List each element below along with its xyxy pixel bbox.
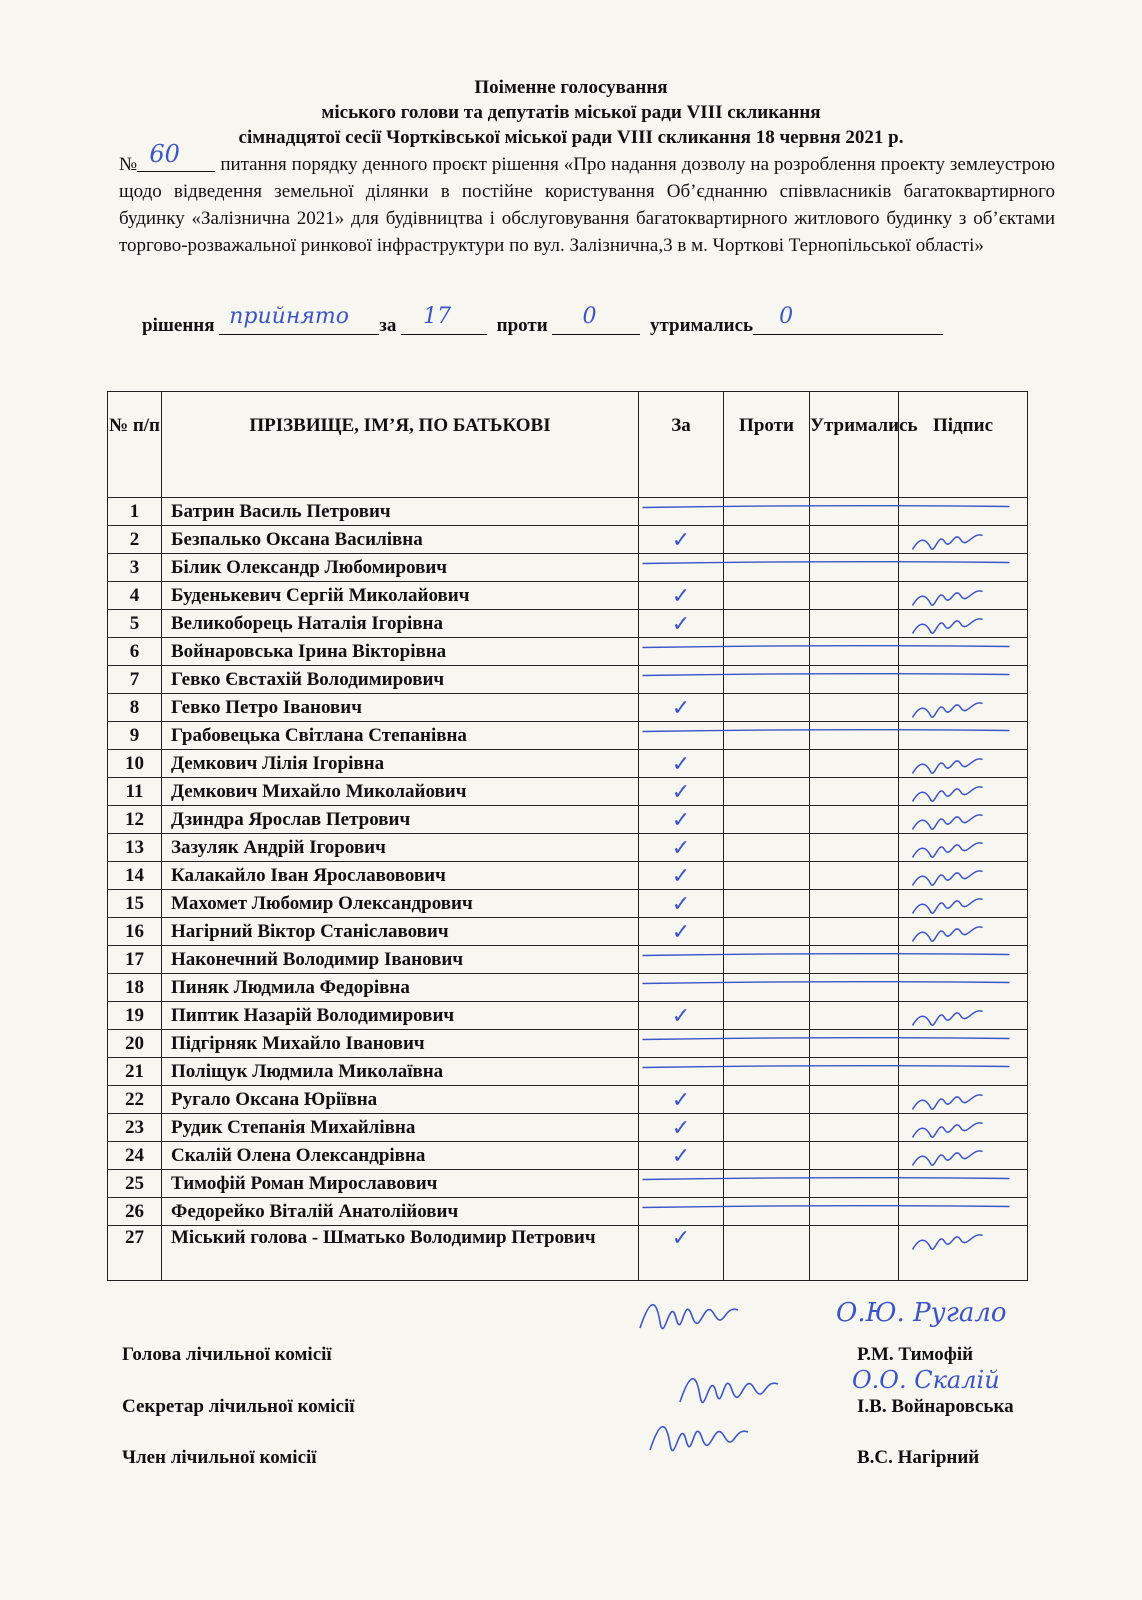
row-signature	[899, 582, 1028, 610]
row-vote-abstained	[810, 498, 899, 526]
row-name: Батрин Василь Петрович	[162, 498, 639, 526]
table-row	[108, 750, 1028, 778]
row-number: 1	[108, 498, 162, 526]
row-number: 23	[108, 1114, 162, 1142]
commission-name-1: Р.М. Тимофій	[857, 1344, 974, 1365]
row-signature	[899, 890, 1028, 918]
row-name: Демкович Михайло Миколайович	[162, 778, 639, 806]
row-vote-abstained	[810, 526, 899, 554]
row-number: 4	[108, 582, 162, 610]
row-vote-abstained	[810, 1198, 899, 1226]
row-signature	[899, 862, 1028, 890]
row-number: 21	[108, 1058, 162, 1086]
row-vote-abstained	[810, 862, 899, 890]
header-against: Проти	[724, 392, 810, 498]
row-vote-abstained	[810, 1226, 899, 1281]
row-number: 9	[108, 722, 162, 750]
row-vote-against	[724, 974, 810, 1002]
row-signature	[899, 554, 1028, 582]
row-vote-against	[724, 1142, 810, 1170]
against-label: проти	[496, 315, 548, 336]
row-vote-for: ✓	[639, 778, 724, 806]
question-number-prefix: №	[119, 154, 138, 175]
row-vote-against	[724, 1198, 810, 1226]
title-line-2: міського голови та депутатів міської ради VIII скликання	[321, 102, 821, 123]
table-row	[108, 806, 1028, 834]
row-vote-abstained	[810, 610, 899, 638]
row-number: 22	[108, 1086, 162, 1114]
row-signature	[899, 750, 1028, 778]
row-vote-for: ✓	[639, 834, 724, 862]
row-signature	[899, 526, 1028, 554]
row-signature	[899, 638, 1028, 666]
commission-role-3: Член лічильної комісії	[122, 1447, 317, 1468]
row-name: Білик Олександр Любомирович	[162, 554, 639, 582]
commission-name-3: В.С. Нагірний	[857, 1447, 980, 1468]
row-vote-against	[724, 1114, 810, 1142]
row-vote-abstained	[810, 834, 899, 862]
row-vote-for	[639, 722, 724, 750]
row-number: 5	[108, 610, 162, 638]
table-row	[108, 554, 1028, 582]
row-signature	[899, 1086, 1028, 1114]
row-number: 16	[108, 918, 162, 946]
abstained-count-field	[753, 304, 943, 335]
question-number-field	[137, 140, 215, 172]
row-vote-for	[639, 666, 724, 694]
table-row	[108, 1030, 1028, 1058]
row-vote-against	[724, 1226, 810, 1281]
row-signature	[899, 974, 1028, 1002]
row-vote-against	[724, 582, 810, 610]
row-vote-against	[724, 666, 810, 694]
row-vote-for: ✓	[639, 1114, 724, 1142]
row-vote-against	[724, 1002, 810, 1030]
table-row	[108, 1170, 1028, 1198]
header-name: ПРІЗВИЩЕ, ІМ’Я, ПО БАТЬКОВІ	[162, 392, 639, 498]
row-signature	[899, 1170, 1028, 1198]
row-vote-abstained	[810, 1058, 899, 1086]
decision-line	[142, 304, 1062, 337]
header-signature: Підпис	[899, 392, 1028, 498]
table-row	[108, 918, 1028, 946]
row-vote-for	[639, 638, 724, 666]
table-row	[108, 946, 1028, 974]
abstained-count-value: 0	[779, 304, 794, 329]
row-vote-against	[724, 890, 810, 918]
title-line-3: сімнадцятої сесії Чортківської міської ради VIII скликання 18 червня 2021 р.	[238, 127, 904, 148]
row-number: 7	[108, 666, 162, 694]
row-number: 19	[108, 1002, 162, 1030]
row-signature	[899, 1198, 1028, 1226]
row-vote-abstained	[810, 1030, 899, 1058]
row-vote-against	[724, 1058, 810, 1086]
row-vote-abstained	[810, 1170, 899, 1198]
row-vote-against	[724, 694, 810, 722]
row-vote-against	[724, 1170, 810, 1198]
for-count-field	[401, 304, 487, 335]
row-vote-against	[724, 778, 810, 806]
row-vote-abstained	[810, 582, 899, 610]
row-vote-for: ✓	[639, 526, 724, 554]
row-vote-for: ✓	[639, 1226, 724, 1281]
row-vote-abstained	[810, 666, 899, 694]
row-name: Грабовецька Світлана Степанівна	[162, 722, 639, 750]
row-name: Міський голова - Шматько Володимир Петрович	[162, 1226, 639, 1281]
row-signature	[899, 1002, 1028, 1030]
row-vote-for: ✓	[639, 890, 724, 918]
row-name: Наконечний Володимир Іванович	[162, 946, 639, 974]
for-count-value: 17	[423, 304, 452, 329]
table-row	[108, 778, 1028, 806]
row-number: 25	[108, 1170, 162, 1198]
question-paragraph	[119, 140, 1055, 259]
row-vote-abstained	[810, 750, 899, 778]
row-vote-against	[724, 806, 810, 834]
row-name: Войнаровська Ірина Вікторівна	[162, 638, 639, 666]
row-vote-abstained	[810, 946, 899, 974]
row-signature	[899, 722, 1028, 750]
row-vote-abstained	[810, 806, 899, 834]
row-vote-abstained	[810, 918, 899, 946]
row-vote-for: ✓	[639, 610, 724, 638]
table-row	[108, 834, 1028, 862]
row-signature	[899, 1030, 1028, 1058]
row-vote-abstained	[810, 1002, 899, 1030]
row-vote-against	[724, 1086, 810, 1114]
row-vote-against	[724, 1030, 810, 1058]
table-row	[108, 610, 1028, 638]
row-name: Пиняк Людмила Федорівна	[162, 974, 639, 1002]
header-abstained: Утримались	[810, 392, 899, 498]
row-signature	[899, 1058, 1028, 1086]
row-vote-abstained	[810, 1142, 899, 1170]
row-number: 24	[108, 1142, 162, 1170]
row-name: Рудик Степанія Михайлівна	[162, 1114, 639, 1142]
table-header-row	[108, 392, 1028, 498]
row-vote-abstained	[810, 778, 899, 806]
decision-label: рішення	[142, 315, 215, 336]
row-number: 15	[108, 890, 162, 918]
decision-value: прийнято	[229, 304, 350, 329]
commission-signature-scribble	[650, 1427, 748, 1451]
row-signature	[899, 498, 1028, 526]
row-vote-against	[724, 498, 810, 526]
row-number: 26	[108, 1198, 162, 1226]
table-row	[108, 1226, 1028, 1281]
commission-name-2: І.В. Войнаровська	[857, 1396, 1014, 1417]
table-row	[108, 722, 1028, 750]
row-vote-for: ✓	[639, 750, 724, 778]
title-line-1: Поіменне голосування	[474, 77, 668, 98]
row-name: Дзиндра Ярослав Петрович	[162, 806, 639, 834]
row-vote-abstained	[810, 974, 899, 1002]
header-num: № п/п	[108, 392, 162, 498]
row-name: Ругало Оксана Юріївна	[162, 1086, 639, 1114]
row-vote-against	[724, 722, 810, 750]
abstained-label: утримались	[649, 315, 754, 336]
commission-signature-scribble	[680, 1379, 778, 1403]
row-number: 17	[108, 946, 162, 974]
row-number: 3	[108, 554, 162, 582]
row-vote-for: ✓	[639, 1086, 724, 1114]
row-name: Гевко Євстахій Володимирович	[162, 666, 639, 694]
row-vote-against	[724, 946, 810, 974]
against-count-field	[552, 304, 640, 335]
row-vote-against	[724, 638, 810, 666]
row-vote-for	[639, 974, 724, 1002]
row-vote-for: ✓	[639, 806, 724, 834]
table-row	[108, 582, 1028, 610]
row-number: 18	[108, 974, 162, 1002]
commission-role-1: Голова лічильної комісії	[122, 1344, 332, 1365]
against-count-value: 0	[582, 304, 597, 329]
row-name: Буденькевич Сергій Миколайович	[162, 582, 639, 610]
row-name: Нагірний Віктор Станіславович	[162, 918, 639, 946]
row-signature	[899, 610, 1028, 638]
row-signature	[899, 1114, 1028, 1142]
row-name: Тимофій Роман Мирославович	[162, 1170, 639, 1198]
row-signature	[899, 694, 1028, 722]
row-name: Федорейко Віталій Анатолійович	[162, 1198, 639, 1226]
row-signature	[899, 778, 1028, 806]
row-number: 13	[108, 834, 162, 862]
row-name: Гевко Петро Іванович	[162, 694, 639, 722]
row-number: 2	[108, 526, 162, 554]
row-vote-for: ✓	[639, 582, 724, 610]
table-row	[108, 526, 1028, 554]
row-name: Безпалько Оксана Василівна	[162, 526, 639, 554]
table-row	[108, 890, 1028, 918]
row-name: Великоборець Наталія Ігорівна	[162, 610, 639, 638]
row-name: Підгірняк Михайло Іванович	[162, 1030, 639, 1058]
handwritten-note-1: О.Ю. Ругало	[836, 1298, 1007, 1328]
row-vote-for	[639, 1198, 724, 1226]
row-signature	[899, 918, 1028, 946]
row-signature	[899, 1142, 1028, 1170]
row-number: 27	[108, 1226, 162, 1281]
row-vote-against	[724, 918, 810, 946]
row-name: Махомет Любомир Олександрович	[162, 890, 639, 918]
row-vote-for: ✓	[639, 862, 724, 890]
row-signature	[899, 666, 1028, 694]
row-vote-against	[724, 834, 810, 862]
row-number: 12	[108, 806, 162, 834]
handwritten-note-2: О.О. Скалій	[852, 1366, 1000, 1394]
row-vote-against	[724, 526, 810, 554]
row-vote-abstained	[810, 554, 899, 582]
table-row	[108, 1058, 1028, 1086]
row-vote-abstained	[810, 890, 899, 918]
row-signature	[899, 834, 1028, 862]
row-vote-for	[639, 1058, 724, 1086]
row-vote-against	[724, 750, 810, 778]
table-row	[108, 1086, 1028, 1114]
row-name: Зазуляк Андрій Ігорович	[162, 834, 639, 862]
row-vote-abstained	[810, 694, 899, 722]
row-vote-for: ✓	[639, 1002, 724, 1030]
row-number: 20	[108, 1030, 162, 1058]
table-row	[108, 694, 1028, 722]
header-for: За	[639, 392, 724, 498]
question-text: питання порядку денного проєкт рішення «Про надання дозволу на розроблення проекту землеустрою щодо відведення земельної ділянки в постійне користування Об’єднанню співвласників багатоквартирного будинку «Залізнична 2021» для будівництва і обслуговування багатоквартирного житлового будинку з об’єктами торгово-розважальної ринкової інфраструктури по вул. Залізнична,3 в м. Чорткові Тернопільської області»	[119, 154, 1055, 256]
row-vote-abstained	[810, 722, 899, 750]
row-name: Калакайло Іван Ярославовович	[162, 862, 639, 890]
table-row	[108, 1002, 1028, 1030]
row-signature	[899, 946, 1028, 974]
row-vote-against	[724, 862, 810, 890]
for-label: за	[379, 315, 397, 336]
row-name: Поліщук Людмила Миколаївна	[162, 1058, 639, 1086]
row-number: 8	[108, 694, 162, 722]
row-number: 14	[108, 862, 162, 890]
row-vote-for	[639, 1170, 724, 1198]
table-row	[108, 974, 1028, 1002]
table-row	[108, 1114, 1028, 1142]
table-row	[108, 1142, 1028, 1170]
row-number: 11	[108, 778, 162, 806]
row-vote-abstained	[810, 1114, 899, 1142]
row-vote-for: ✓	[639, 694, 724, 722]
row-vote-for	[639, 946, 724, 974]
commission-role-2: Секретар лічильної комісії	[122, 1396, 355, 1417]
row-number: 6	[108, 638, 162, 666]
row-number: 10	[108, 750, 162, 778]
row-signature	[899, 806, 1028, 834]
row-vote-abstained	[810, 1086, 899, 1114]
row-vote-against	[724, 554, 810, 582]
table-row	[108, 638, 1028, 666]
row-vote-abstained	[810, 638, 899, 666]
commission-signature-scribble	[640, 1305, 738, 1329]
row-name: Скалій Олена Олександрівна	[162, 1142, 639, 1170]
table-row	[108, 862, 1028, 890]
row-vote-for	[639, 498, 724, 526]
table-row	[108, 1198, 1028, 1226]
question-number-value: 60	[149, 140, 180, 168]
row-signature	[899, 1226, 1028, 1281]
row-name: Демкович Лілія Ігорівна	[162, 750, 639, 778]
row-vote-for	[639, 554, 724, 582]
row-vote-for	[639, 1030, 724, 1058]
row-vote-against	[724, 610, 810, 638]
row-vote-for: ✓	[639, 1142, 724, 1170]
table-row	[108, 666, 1028, 694]
roll-call-table	[107, 391, 1028, 1281]
row-name: Пиптик Назарій Володимирович	[162, 1002, 639, 1030]
row-vote-for: ✓	[639, 918, 724, 946]
decision-field	[219, 304, 379, 335]
table-row	[108, 498, 1028, 526]
